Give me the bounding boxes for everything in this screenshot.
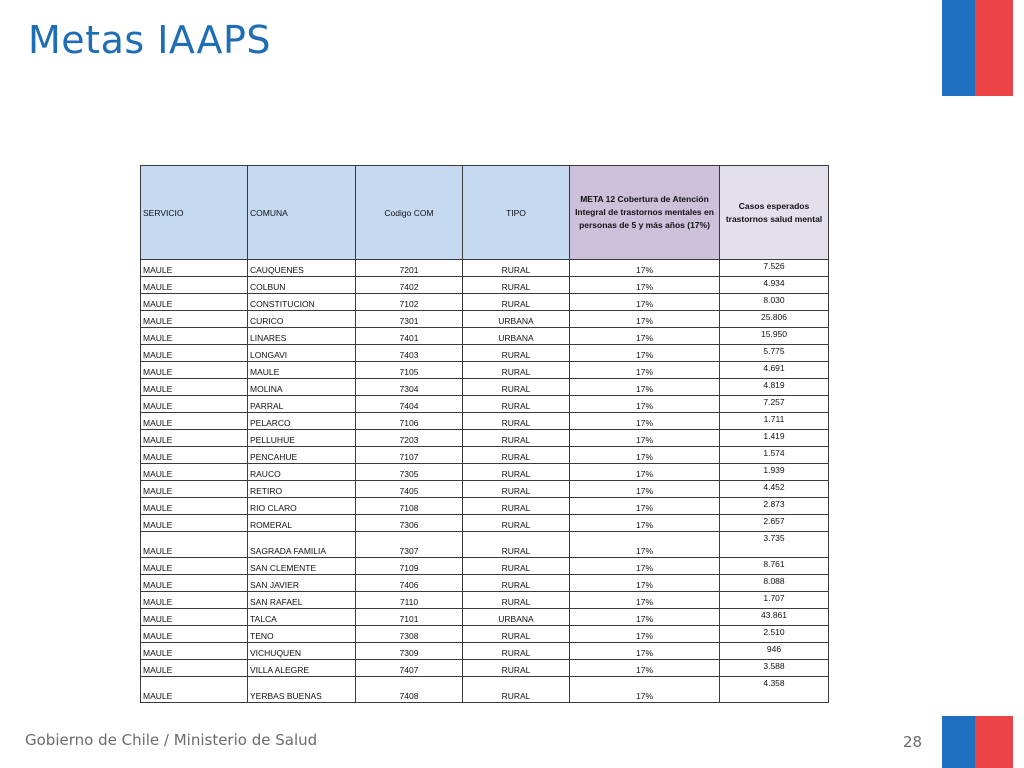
cell-tipo: RURAL xyxy=(463,379,570,396)
table-row xyxy=(141,277,829,294)
cell-tipo: RURAL xyxy=(463,464,570,481)
cell-codigo: 7109 xyxy=(356,558,463,575)
cell-servicio: MAULE xyxy=(141,447,248,464)
metas-table xyxy=(140,165,829,703)
cell-meta: 17% xyxy=(570,277,720,294)
table-row xyxy=(141,498,829,515)
cell-codigo: 7110 xyxy=(356,592,463,609)
cell-meta: 17% xyxy=(570,311,720,328)
cell-comuna: LONGAVI xyxy=(248,345,356,362)
cell-meta: 17% xyxy=(570,362,720,379)
cell-comuna: SAN CLEMENTE xyxy=(248,558,356,575)
cell-tipo: RURAL xyxy=(463,660,570,677)
cell-servicio: MAULE xyxy=(141,413,248,430)
table-row xyxy=(141,413,829,430)
cell-comuna: COLBUN xyxy=(248,277,356,294)
cell-meta: 17% xyxy=(570,643,720,660)
cell-tipo: RURAL xyxy=(463,396,570,413)
table-row xyxy=(141,447,829,464)
cell-casos: 8.030 xyxy=(720,294,829,311)
cell-meta: 17% xyxy=(570,660,720,677)
cell-tipo: RURAL xyxy=(463,294,570,311)
cell-comuna: SAGRADA FAMILIA xyxy=(248,532,356,558)
cell-meta: 17% xyxy=(570,464,720,481)
cell-meta: 17% xyxy=(570,609,720,626)
cell-servicio: MAULE xyxy=(141,609,248,626)
cell-meta: 17% xyxy=(570,532,720,558)
table-row xyxy=(141,362,829,379)
table-row xyxy=(141,532,829,558)
table-header-row xyxy=(141,166,829,260)
cell-comuna: PENCAHUE xyxy=(248,447,356,464)
cell-codigo: 7401 xyxy=(356,328,463,345)
cell-tipo: URBANA xyxy=(463,609,570,626)
table-body xyxy=(141,260,829,703)
cell-servicio: MAULE xyxy=(141,515,248,532)
cell-casos: 1.939 xyxy=(720,464,829,481)
cell-servicio: MAULE xyxy=(141,532,248,558)
cell-codigo: 7308 xyxy=(356,626,463,643)
cell-casos: 2.873 xyxy=(720,498,829,515)
cell-codigo: 7105 xyxy=(356,362,463,379)
cell-comuna: PELLUHUE xyxy=(248,430,356,447)
cell-tipo: RURAL xyxy=(463,532,570,558)
page-number: 28 xyxy=(903,733,923,751)
table-row xyxy=(141,396,829,413)
header-comuna: COMUNA xyxy=(248,166,356,260)
cell-servicio: MAULE xyxy=(141,643,248,660)
cell-meta: 17% xyxy=(570,558,720,575)
cell-meta: 17% xyxy=(570,294,720,311)
cell-casos: 1.574 xyxy=(720,447,829,464)
chile-flag-decoration-bottom xyxy=(942,716,1013,768)
header-codigo: Codigo COM xyxy=(356,166,463,260)
cell-tipo: RURAL xyxy=(463,592,570,609)
table-row xyxy=(141,430,829,447)
cell-comuna: CURICO xyxy=(248,311,356,328)
cell-servicio: MAULE xyxy=(141,311,248,328)
table-row xyxy=(141,328,829,345)
table-row xyxy=(141,481,829,498)
cell-tipo: RURAL xyxy=(463,481,570,498)
cell-servicio: MAULE xyxy=(141,362,248,379)
cell-servicio: MAULE xyxy=(141,481,248,498)
table-row xyxy=(141,558,829,575)
cell-comuna: ROMERAL xyxy=(248,515,356,532)
cell-codigo: 7102 xyxy=(356,294,463,311)
cell-casos: 43.861 xyxy=(720,609,829,626)
cell-casos: 5.775 xyxy=(720,345,829,362)
table-row xyxy=(141,260,829,277)
cell-meta: 17% xyxy=(570,575,720,592)
table-row xyxy=(141,379,829,396)
cell-meta: 17% xyxy=(570,413,720,430)
cell-comuna: TENO xyxy=(248,626,356,643)
cell-meta: 17% xyxy=(570,677,720,703)
cell-servicio: MAULE xyxy=(141,677,248,703)
cell-servicio: MAULE xyxy=(141,558,248,575)
cell-tipo: RURAL xyxy=(463,498,570,515)
cell-codigo: 7309 xyxy=(356,643,463,660)
cell-codigo: 7106 xyxy=(356,413,463,430)
cell-codigo: 7203 xyxy=(356,430,463,447)
cell-tipo: RURAL xyxy=(463,626,570,643)
flag-blue-stripe xyxy=(942,716,975,768)
cell-casos: 15.950 xyxy=(720,328,829,345)
cell-servicio: MAULE xyxy=(141,430,248,447)
cell-comuna: CAUQUENES xyxy=(248,260,356,277)
cell-meta: 17% xyxy=(570,345,720,362)
cell-servicio: MAULE xyxy=(141,260,248,277)
table-row xyxy=(141,464,829,481)
cell-casos: 4.358 xyxy=(720,677,829,703)
cell-servicio: MAULE xyxy=(141,626,248,643)
cell-codigo: 7305 xyxy=(356,464,463,481)
cell-tipo: RURAL xyxy=(463,413,570,430)
cell-tipo: RURAL xyxy=(463,277,570,294)
cell-servicio: MAULE xyxy=(141,464,248,481)
cell-comuna: CONSTITUCION xyxy=(248,294,356,311)
cell-comuna: YERBAS BUENAS xyxy=(248,677,356,703)
table-row xyxy=(141,592,829,609)
header-servicio: SERVICIO xyxy=(141,166,248,260)
cell-comuna: PARRAL xyxy=(248,396,356,413)
header-casos: Casos esperados trastornos salud mental xyxy=(720,166,829,260)
cell-servicio: MAULE xyxy=(141,660,248,677)
cell-servicio: MAULE xyxy=(141,294,248,311)
cell-tipo: RURAL xyxy=(463,677,570,703)
flag-red-stripe xyxy=(975,716,1013,768)
cell-comuna: RIO CLARO xyxy=(248,498,356,515)
cell-codigo: 7101 xyxy=(356,609,463,626)
cell-casos: 2.657 xyxy=(720,515,829,532)
cell-tipo: RURAL xyxy=(463,260,570,277)
cell-tipo: URBANA xyxy=(463,311,570,328)
cell-servicio: MAULE xyxy=(141,328,248,345)
cell-tipo: RURAL xyxy=(463,345,570,362)
cell-casos: 1.711 xyxy=(720,413,829,430)
cell-comuna: RAUCO xyxy=(248,464,356,481)
cell-servicio: MAULE xyxy=(141,575,248,592)
table-row xyxy=(141,345,829,362)
table-row xyxy=(141,609,829,626)
cell-servicio: MAULE xyxy=(141,396,248,413)
cell-comuna: VILLA ALEGRE xyxy=(248,660,356,677)
cell-tipo: RURAL xyxy=(463,558,570,575)
table-row xyxy=(141,294,829,311)
cell-tipo: URBANA xyxy=(463,328,570,345)
cell-comuna: VICHUQUEN xyxy=(248,643,356,660)
cell-comuna: RETIRO xyxy=(248,481,356,498)
cell-casos: 7.526 xyxy=(720,260,829,277)
cell-tipo: RURAL xyxy=(463,362,570,379)
cell-servicio: MAULE xyxy=(141,345,248,362)
cell-casos: 946 xyxy=(720,643,829,660)
cell-casos: 1.419 xyxy=(720,430,829,447)
cell-tipo: RURAL xyxy=(463,430,570,447)
cell-meta: 17% xyxy=(570,626,720,643)
cell-codigo: 7306 xyxy=(356,515,463,532)
cell-codigo: 7107 xyxy=(356,447,463,464)
cell-casos: 4.691 xyxy=(720,362,829,379)
cell-codigo: 7404 xyxy=(356,396,463,413)
cell-codigo: 7301 xyxy=(356,311,463,328)
cell-casos: 25.806 xyxy=(720,311,829,328)
cell-codigo: 7201 xyxy=(356,260,463,277)
cell-meta: 17% xyxy=(570,481,720,498)
cell-codigo: 7407 xyxy=(356,660,463,677)
slide-title: Metas IAAPS xyxy=(28,18,272,62)
cell-codigo: 7402 xyxy=(356,277,463,294)
footer-institution: Gobierno de Chile / Ministerio de Salud xyxy=(25,731,318,749)
table-row xyxy=(141,660,829,677)
cell-casos: 8.761 xyxy=(720,558,829,575)
cell-meta: 17% xyxy=(570,498,720,515)
header-meta: META 12 Cobertura de Atención Integral de trastornos mentales en personas de 5 y más años (17%) xyxy=(570,166,720,260)
cell-meta: 17% xyxy=(570,515,720,532)
cell-meta: 17% xyxy=(570,430,720,447)
cell-servicio: MAULE xyxy=(141,277,248,294)
cell-casos: 3.588 xyxy=(720,660,829,677)
header-tipo: TIPO xyxy=(463,166,570,260)
cell-codigo: 7408 xyxy=(356,677,463,703)
cell-casos: 3.735 xyxy=(720,532,829,558)
table-row xyxy=(141,643,829,660)
cell-comuna: LINARES xyxy=(248,328,356,345)
cell-meta: 17% xyxy=(570,592,720,609)
cell-casos: 4.819 xyxy=(720,379,829,396)
cell-comuna: SAN JAVIER xyxy=(248,575,356,592)
cell-comuna: PELARCO xyxy=(248,413,356,430)
cell-tipo: RURAL xyxy=(463,447,570,464)
cell-servicio: MAULE xyxy=(141,592,248,609)
cell-codigo: 7405 xyxy=(356,481,463,498)
cell-comuna: TALCA xyxy=(248,609,356,626)
table-row xyxy=(141,311,829,328)
table-row xyxy=(141,575,829,592)
cell-casos: 7.257 xyxy=(720,396,829,413)
table-row xyxy=(141,677,829,703)
cell-casos: 1.707 xyxy=(720,592,829,609)
cell-meta: 17% xyxy=(570,260,720,277)
cell-comuna: MOLINA xyxy=(248,379,356,396)
flag-red-stripe xyxy=(975,0,1013,96)
cell-meta: 17% xyxy=(570,379,720,396)
cell-comuna: MAULE xyxy=(248,362,356,379)
cell-casos: 2.510 xyxy=(720,626,829,643)
cell-casos: 4.934 xyxy=(720,277,829,294)
cell-meta: 17% xyxy=(570,328,720,345)
cell-servicio: MAULE xyxy=(141,498,248,515)
cell-codigo: 7307 xyxy=(356,532,463,558)
cell-tipo: RURAL xyxy=(463,515,570,532)
cell-codigo: 7108 xyxy=(356,498,463,515)
cell-meta: 17% xyxy=(570,447,720,464)
cell-tipo: RURAL xyxy=(463,643,570,660)
flag-blue-stripe xyxy=(942,0,975,96)
cell-casos: 4.452 xyxy=(720,481,829,498)
cell-meta: 17% xyxy=(570,396,720,413)
cell-casos: 8.088 xyxy=(720,575,829,592)
table-row xyxy=(141,515,829,532)
cell-codigo: 7403 xyxy=(356,345,463,362)
cell-tipo: RURAL xyxy=(463,575,570,592)
chile-flag-decoration-top xyxy=(942,0,1013,96)
cell-servicio: MAULE xyxy=(141,379,248,396)
cell-codigo: 7304 xyxy=(356,379,463,396)
table-row xyxy=(141,626,829,643)
cell-codigo: 7406 xyxy=(356,575,463,592)
cell-comuna: SAN RAFAEL xyxy=(248,592,356,609)
